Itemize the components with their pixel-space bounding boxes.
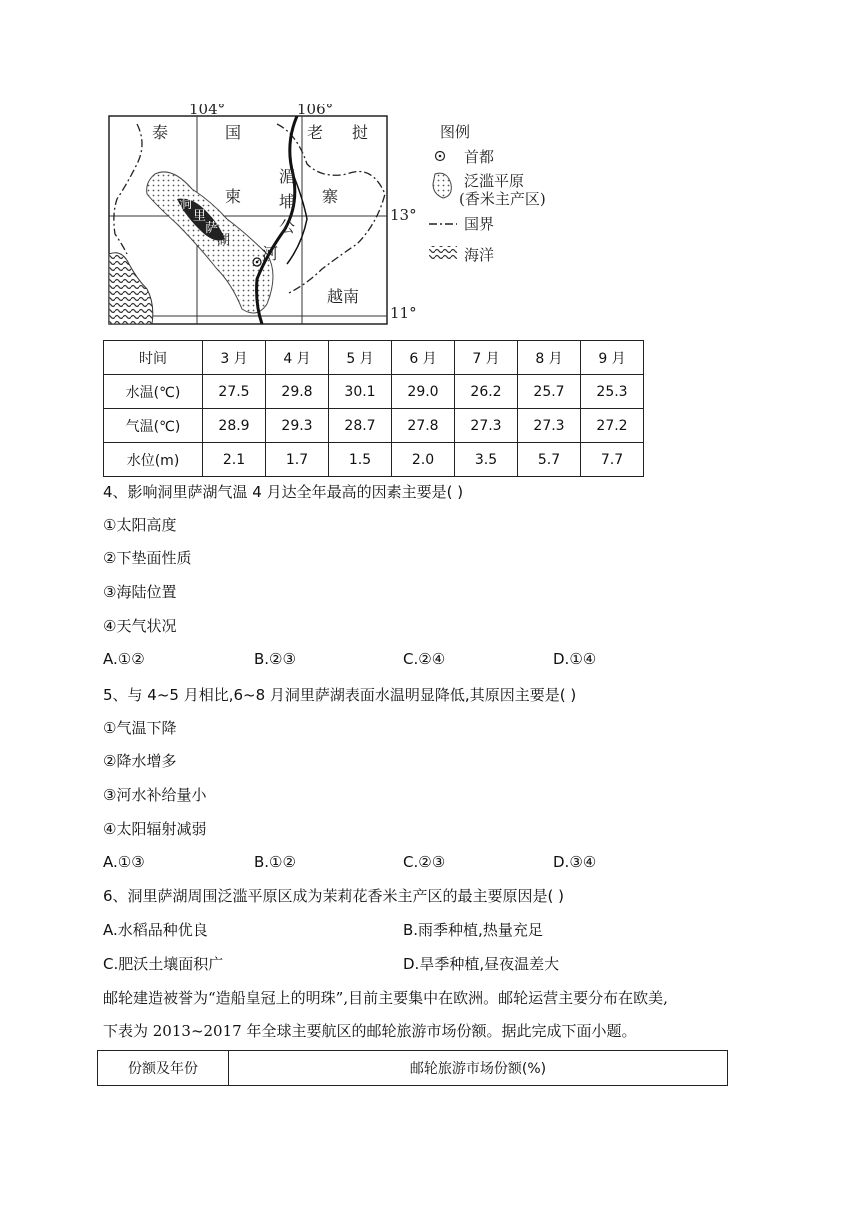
question-6-option-d[interactable]: D.旱季种植,昼夜温差大 <box>403 955 560 973</box>
country-label: 泰 <box>152 123 169 142</box>
river-label: 湄 <box>279 167 296 186</box>
question-6-stem: 6、洞里萨湖周围泛滥平原区成为茉莉花香米主产区的最主要原因是( ) <box>103 887 565 905</box>
question-4-stem: 4、影响洞里萨湖气温 4 月达全年最高的因素主要是( ) <box>103 483 464 501</box>
table-row <box>104 375 644 409</box>
lake-label: 里 <box>193 209 207 224</box>
table-header-row <box>104 341 644 375</box>
country-label: 国 <box>225 123 242 142</box>
question-5-stem: 5、与 4~5 月相比,6~8 月洞里萨湖表面水温明显降低,其原因主要是( ) <box>103 686 577 704</box>
table-header-row <box>98 1051 728 1086</box>
lon-label-104: 104° <box>189 104 226 118</box>
legend-item: 国界 <box>464 215 495 233</box>
intro-line: 邮轮建造被誉为“造船皇冠上的明珠”,目前主要集中在欧洲。邮轮运营主要分布在欧美, <box>103 989 668 1007</box>
table-cell: 4 月 <box>266 341 329 375</box>
table-cell: 8 月 <box>518 341 581 375</box>
lat-label-11: 11° <box>390 304 417 322</box>
table-cell: 29.3 <box>266 409 329 443</box>
question-4-option-b[interactable]: B.②③ <box>254 650 296 668</box>
table-cell: 26.2 <box>455 375 518 409</box>
table-cell: 27.8 <box>392 409 455 443</box>
market-share-table <box>97 1050 728 1086</box>
question-4-option-a[interactable]: A.①② <box>103 650 145 668</box>
map-figure <box>107 104 607 330</box>
table-cell: 27.5 <box>203 375 266 409</box>
table-cell: 2.1 <box>203 443 266 477</box>
table-cell: 28.7 <box>329 409 392 443</box>
river-label: 河 <box>262 244 279 263</box>
question-5-item: ③河水补给量小 <box>103 786 207 804</box>
lat-label-13: 13° <box>390 206 417 224</box>
question-5-item: ④太阳辐射减弱 <box>103 820 207 838</box>
table-cell: 27.3 <box>455 409 518 443</box>
table-cell: 1.7 <box>266 443 329 477</box>
river-label: 埔 <box>279 192 296 211</box>
table-cell: 27.3 <box>518 409 581 443</box>
lake-label: 湖 <box>217 233 231 248</box>
table-cell: 份额及年份 <box>98 1051 229 1086</box>
table-cell: 邮轮旅游市场份额(%) <box>229 1051 728 1086</box>
country-label: 越南 <box>327 287 360 306</box>
country-label: 柬 <box>225 187 242 206</box>
question-5-option-c[interactable]: C.②③ <box>403 853 446 871</box>
lake-label: 洞 <box>179 197 193 212</box>
table-cell: 25.7 <box>518 375 581 409</box>
question-6-option-a[interactable]: A.水稻品种优良 <box>103 921 208 939</box>
country-label: 寨 <box>322 187 339 206</box>
lon-label-106: 106° <box>297 104 334 118</box>
table-cell: 28.9 <box>203 409 266 443</box>
question-6-option-c[interactable]: C.肥沃土壤面积广 <box>103 955 224 973</box>
table-cell: 水温(℃) <box>104 375 203 409</box>
table-cell: 6 月 <box>392 341 455 375</box>
table-cell: 3 月 <box>203 341 266 375</box>
table-cell: 29.8 <box>266 375 329 409</box>
legend-title: 图例 <box>440 123 471 141</box>
table-cell: 9 月 <box>581 341 644 375</box>
legend-item: 首都 <box>464 148 495 166</box>
question-5-item: ②降水增多 <box>103 752 177 770</box>
legend-item: 泛滥平原 <box>464 172 525 190</box>
intro-line: 下表为 2013~2017 年全球主要航区的邮轮旅游市场份额。据此完成下面小题。 <box>103 1022 637 1040</box>
question-6-option-b[interactable]: B.雨季种植,热量充足 <box>403 921 543 939</box>
table-cell: 27.2 <box>581 409 644 443</box>
table-cell: 5 月 <box>329 341 392 375</box>
border-line <box>114 124 142 254</box>
table-cell: 29.0 <box>392 375 455 409</box>
question-4-item: ④天气状况 <box>103 617 177 635</box>
question-5-option-b[interactable]: B.①② <box>254 853 296 871</box>
map-legend <box>429 123 546 264</box>
table-cell: 25.3 <box>581 375 644 409</box>
table-cell: 2.0 <box>392 443 455 477</box>
sea-legend-icon <box>429 246 457 260</box>
river-label: 公 <box>279 217 296 236</box>
table-row <box>104 409 644 443</box>
table-cell: 水位(m) <box>104 443 203 477</box>
question-4-item: ③海陆位置 <box>103 583 177 601</box>
question-5-option-d[interactable]: D.③④ <box>553 853 597 871</box>
question-4-option-c[interactable]: C.②④ <box>403 650 446 668</box>
country-label: 老 <box>307 123 324 142</box>
lake-data-table <box>103 340 644 477</box>
question-4-option-d[interactable]: D.①④ <box>553 650 597 668</box>
legend-item: (香米主产区) <box>459 190 546 208</box>
table-cell: 1.5 <box>329 443 392 477</box>
legend-item: 海洋 <box>464 246 495 264</box>
question-5-item: ①气温下降 <box>103 719 177 737</box>
table-row <box>104 443 644 477</box>
table-cell: 7 月 <box>455 341 518 375</box>
table-cell: 时间 <box>104 341 203 375</box>
table-cell: 气温(℃) <box>104 409 203 443</box>
country-label: 挝 <box>352 123 369 142</box>
flood-plain-legend-icon <box>433 173 451 198</box>
sea-area <box>109 253 153 324</box>
lake-label: 萨 <box>205 221 219 236</box>
table-cell: 30.1 <box>329 375 392 409</box>
question-5-option-a[interactable]: A.①③ <box>103 853 145 871</box>
table-cell: 5.7 <box>518 443 581 477</box>
table-cell: 7.7 <box>581 443 644 477</box>
flood-plain <box>147 172 273 313</box>
question-4-item: ①太阳高度 <box>103 516 177 534</box>
question-4-item: ②下垫面性质 <box>103 549 192 567</box>
table-cell: 3.5 <box>455 443 518 477</box>
